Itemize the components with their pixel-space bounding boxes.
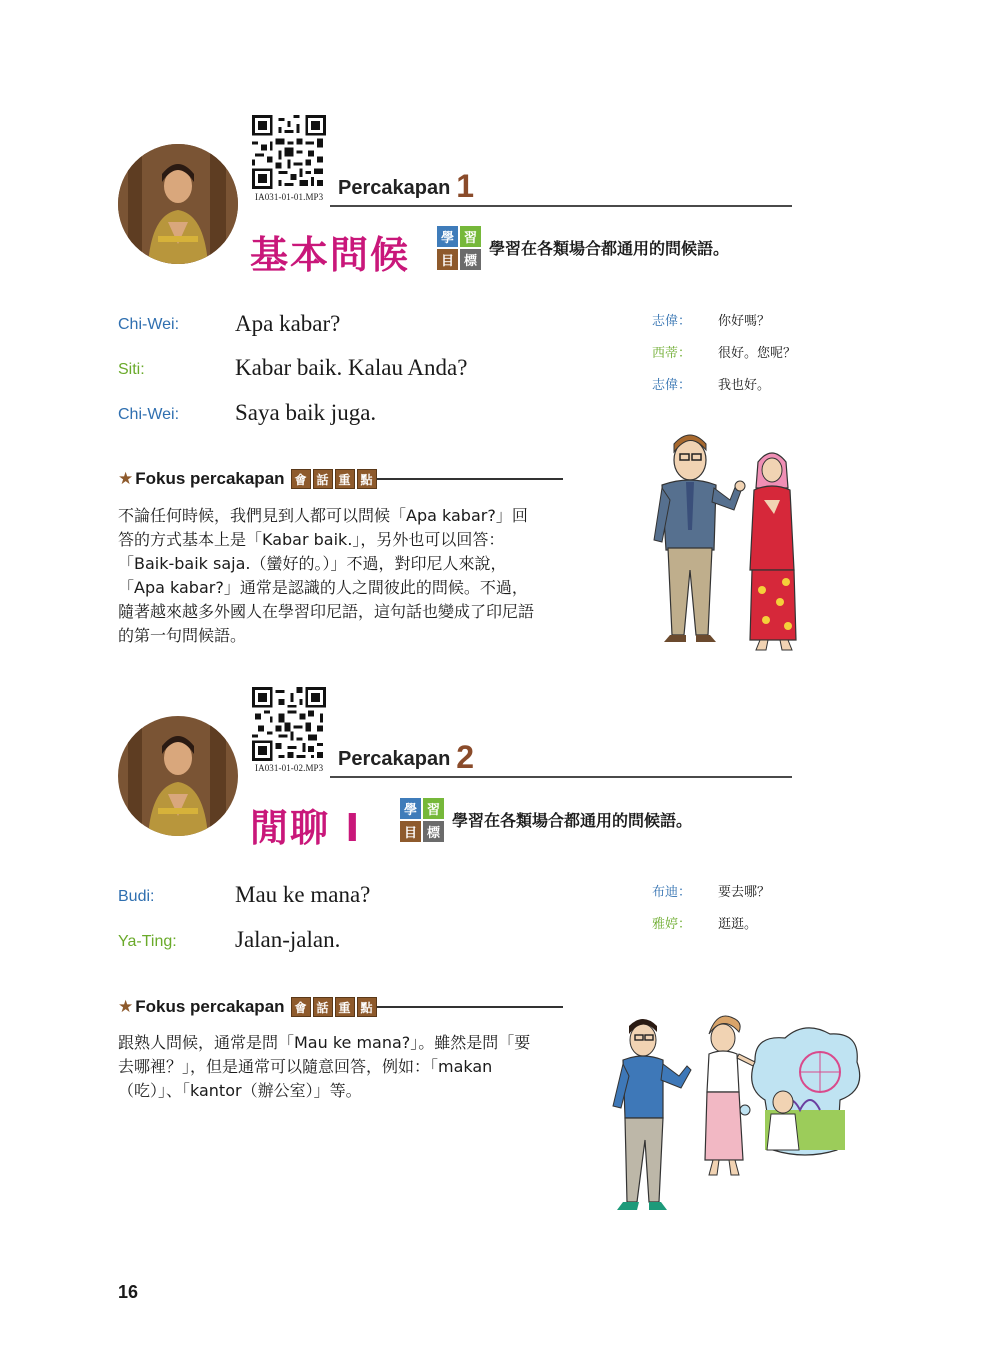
illustration [605, 1010, 865, 1220]
translation-line: 你好嗎？ [718, 314, 771, 329]
translation-speaker: 志偉： [652, 378, 692, 393]
speaker-label: Chi-Wei: [118, 406, 180, 423]
translation-line: 逛逛。 [718, 917, 758, 932]
speaker-label: Chi-Wei: [118, 316, 180, 333]
qr-code-icon [252, 115, 326, 189]
lesson-heading: 閒聊 I [250, 806, 362, 850]
fokus-body: 不論任何時候，我們見到人都可以問候「Apa kabar?」回 答的方式基本上是「Kabar baik.」，另外也可以回答： 「Baik-baik saja.（蠻好的。）」不過，對印尼人來說， 「Apa kabar?」通常是認識的人之間彼此的問候。不過， 隨著越來越多外國人在學習印尼語，這句話也變成了印尼語 的第一句問候語。 [118, 506, 535, 645]
percakapan-title [338, 168, 474, 205]
page-number: 16 [118, 1282, 139, 1302]
translation-line: 要去哪？ [718, 885, 771, 900]
speaker-label: Ya-Ting: [118, 933, 177, 950]
dialogue-line: Kabar baik. Kalau Anda? [235, 355, 468, 380]
fokus-body: 跟熟人問候，通常是問「Mau ke mana?」。雖然是問「要 去哪裡？」，但是通常可以隨意回答，例如：「makan （吃）」、「kantor（辦公室）」等。 [118, 1033, 531, 1100]
translation-speaker: 西蒂： [652, 346, 692, 361]
speaker-label: Siti: [118, 361, 145, 378]
percakapan-number: 1 [456, 168, 475, 204]
fokus-title: Fokus percakapan [135, 469, 285, 488]
fokus-tags: 會 話 重 點 [291, 997, 377, 1017]
lesson-heading: 基本問候 [250, 233, 411, 277]
dialogue-line: Jalan-jalan. [235, 927, 341, 952]
learning-goal-text: 學習在各類場合都通用的問候語。 [489, 239, 730, 258]
fokus-header [118, 997, 563, 1017]
fokus-rule [377, 478, 563, 480]
translation-line: 很好。您呢？ [718, 346, 797, 361]
speaker-label: Budi: [118, 888, 155, 905]
fokus-title: Fokus percakapan [135, 997, 285, 1016]
audio-file-label: IA031-01-01.MP3 [255, 192, 324, 202]
audio-file-label: IA031-01-02.MP3 [255, 763, 324, 773]
avatar [118, 144, 238, 264]
dialogue-line: Mau ke mana? [235, 882, 371, 907]
title-rule [330, 776, 792, 778]
learning-goal-badge: 學 習 目 標 [437, 226, 481, 270]
fokus-tags: 會 話 重 點 [291, 469, 377, 489]
translation-speaker: 志偉： [652, 314, 692, 329]
fokus-header [118, 469, 563, 489]
dialogue-line: Apa kabar? [235, 311, 341, 336]
qr-code-icon [252, 687, 326, 761]
learning-goal-text: 學習在各類場合都通用的問候語。 [452, 811, 693, 830]
fokus-rule [377, 1006, 563, 1008]
illustration [650, 430, 810, 660]
title-rule [330, 205, 792, 207]
translation-speaker: 布迪： [652, 885, 692, 900]
star-icon: ★ [118, 469, 134, 489]
star-icon: ★ [118, 997, 134, 1017]
translation-line: 我也好。 [718, 378, 771, 393]
translation-speaker: 雅婷： [652, 917, 692, 932]
dialogue-line: Saya baik juga. [235, 400, 377, 425]
percakapan-label: Percakapan [338, 748, 451, 770]
percakapan-label: Percakapan [338, 177, 451, 199]
learning-goal-badge: 學 習 目 標 [400, 798, 444, 842]
percakapan-title [338, 739, 474, 776]
avatar [118, 716, 238, 836]
percakapan-number: 2 [456, 739, 475, 775]
